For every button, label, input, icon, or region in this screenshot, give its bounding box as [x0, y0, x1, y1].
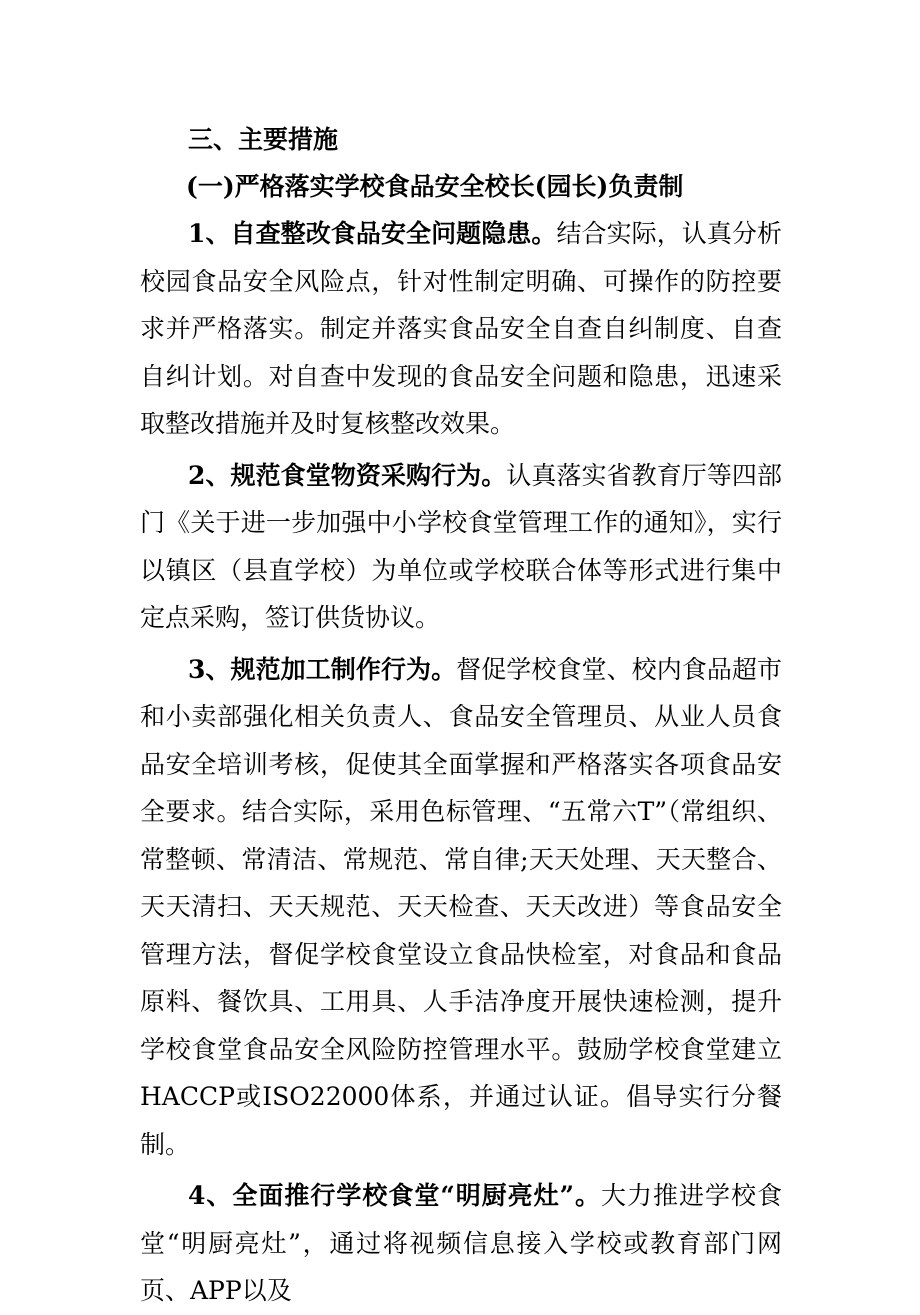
measure-paragraph-2 [140, 452, 782, 642]
measure-paragraph-4 [140, 1172, 782, 1315]
measure-4-body: 大力推进学校食堂“明厨亮灶”，通过将视频信息接入学校或教育部门网页、APP以及 [140, 1181, 782, 1305]
measure-2-body: 认真落实省教育厅等四部门《关于进一步加强中小学校食堂管理工作的通知》，实行以镇区（县直学校）为单位或学校联合体等形式进行集中定点采购，签订供货协议。 [140, 460, 782, 632]
measure-1-body: 结合实际，认真分析校园食品安全风险点，针对性制定明确、可操作的防控要求并严格落实。制定并落实食品安全自查自纠制度、自查自纠计划。对自查中发现的食品安全问题和隐患，迅速采取整改措施并及时复核整改效果。 [140, 219, 782, 438]
measure-1-lead: 1、自查整改食品安全问题隐患。 [188, 219, 557, 248]
subsection-title: (一)严格落实学校食品安全校长(园长)负责制 [186, 172, 684, 201]
measure-2-lead: 2、规范食堂物资采购行为。 [188, 460, 507, 490]
measure-3-lead: 3、规范加工制作行为。 [188, 654, 457, 684]
measure-paragraph-3 [140, 646, 782, 1169]
section-title: 三、主要措施 [188, 125, 339, 154]
measure-3-body: 督促学校食堂、校内食品超市和小卖部强化相关负责人、食品安全管理员、从业人员食品安全培训考核，促使其全面掌握和严格落实各项食品安全要求。结合实际，采用色标管理、“五常六T”（常组织、常整顿、常清洁、常规范、常自律;天天处理、天天整合、天天清扫、天天规范、天天检查、天天改进）等食品安全管理方法，督促学校食堂设立食品快检室，对食品和食品原料、餐饮具、工用具、人手洁净度开展快速检测，提升学校食堂食品安全风险防控管理水平。鼓励学校食堂建立HACCP或ISO22000体系，并通过认证。倡导实行分餐制。 [140, 654, 782, 1159]
measure-paragraph-1 [140, 210, 782, 448]
measure-4-lead: 4、全面推行学校食堂“明厨亮灶”。 [188, 1181, 602, 1210]
document-page [140, 116, 782, 1315]
